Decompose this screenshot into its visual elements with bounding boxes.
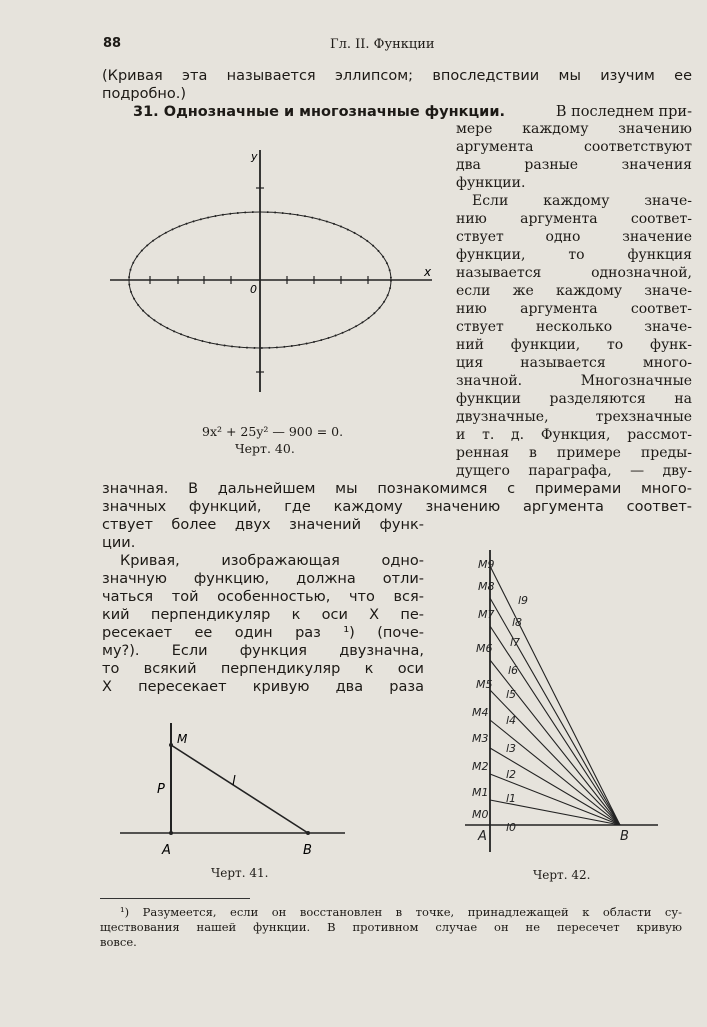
- text-line: ренная в примере преды-: [456, 445, 692, 461]
- figure-40-equation: 9x² + 25y² — 900 = 0.: [202, 424, 344, 439]
- text-line: нию аргумента соответ-: [456, 211, 692, 227]
- figure-41: [110, 715, 350, 865]
- label-B: B: [620, 829, 629, 844]
- line-l: [171, 745, 308, 833]
- text-line: кий перпендикуляр к оси X пе-: [102, 607, 424, 623]
- text-line: (Кривая эта называется эллипсом; впоследствии мы изучим ее: [102, 68, 692, 84]
- line-l0: l0: [506, 821, 517, 834]
- label-A: A: [162, 843, 171, 858]
- footnote-line: ¹) Разумеется, если он восстановлен в точке, принадлежащей к области су-: [120, 905, 682, 919]
- text-line: ции.: [102, 535, 136, 551]
- text-line: функции разделяются на: [456, 391, 692, 407]
- text-line: подробно.): [102, 86, 187, 102]
- point-M9: M9: [478, 558, 495, 571]
- line-l1: l1: [506, 792, 517, 805]
- text-line: чаться той особенностью, что вся-: [102, 589, 424, 605]
- line-l4: l4: [506, 714, 517, 727]
- footnote-line: ществования нашей функции. В противном случае он не пересечет кривую: [100, 920, 682, 934]
- text-line: значных функций, где каждому значению аргумента соответ-: [102, 499, 692, 515]
- line-l3: l3: [506, 742, 517, 755]
- text-line: двузначные, трехзначные: [456, 409, 692, 425]
- line-l6: l6: [508, 664, 519, 677]
- text-line: ствует несколько значе-: [456, 319, 692, 335]
- point-M1: M1: [472, 786, 489, 799]
- text-line: два разные значения: [456, 157, 692, 173]
- text-line: если же каждому значе-: [456, 283, 692, 299]
- text-line: мере каждому значению: [456, 121, 692, 137]
- text-line: и т. д. Функция, рассмот-: [456, 427, 692, 443]
- text-line: ний функции, то функ-: [456, 337, 692, 353]
- point-M6: M6: [476, 642, 493, 655]
- section-number: 31.: [133, 104, 159, 120]
- text-line: функции, то функция: [456, 247, 692, 263]
- line-l8: l8: [512, 616, 523, 629]
- text-line: аргумента соответствуют: [456, 139, 692, 155]
- section-heading: [133, 103, 692, 121]
- label-A: A: [478, 829, 487, 844]
- text-line: то всякий перпендикуляр к оси: [102, 661, 424, 677]
- text-line: функции.: [456, 175, 526, 191]
- chapter-header: Гл. II. Функции: [330, 37, 435, 52]
- text-line: нию аргумента соответ-: [456, 301, 692, 317]
- figure-42-caption: Черт. 42.: [533, 868, 591, 882]
- text-line: значная. В дальнейшем мы познакомимся с примерами много-: [102, 481, 692, 497]
- line-l5: l5: [506, 688, 517, 701]
- label-B: B: [303, 843, 312, 858]
- figure-41-caption: Черт. 41.: [211, 866, 269, 880]
- text-line: Если каждому значе-: [472, 193, 692, 209]
- label-P: P: [157, 782, 165, 797]
- footnote-line: вовсе.: [100, 935, 137, 949]
- figure-42: [460, 540, 660, 860]
- point-M2: M2: [472, 760, 489, 773]
- label-l: l: [232, 774, 236, 789]
- label-M: M: [177, 732, 188, 746]
- line-l7: l7: [510, 636, 521, 649]
- x-axis-label: x: [424, 265, 432, 279]
- point-M8: M8: [478, 580, 495, 593]
- line-l2: l2: [506, 768, 517, 781]
- text-line: дущего параграфа, — дву-: [456, 463, 692, 479]
- text-line: му?). Если функция двузначна,: [102, 643, 424, 659]
- text-line: значную функцию, должна отли-: [102, 571, 424, 587]
- point-M5: M5: [476, 678, 493, 691]
- text-line: ресекает ее один раз ¹) (поче-: [102, 625, 424, 641]
- text-line: ствует более двух значений функ-: [102, 517, 424, 533]
- figure-40-caption: Черт. 40.: [235, 441, 295, 456]
- section-title: Однозначные и многозначные функции.: [163, 104, 506, 120]
- point-M3: M3: [472, 732, 489, 745]
- text-line: Кривая, изображающая одно-: [120, 553, 424, 569]
- point-M4: M4: [472, 706, 489, 719]
- figure-40-ellipse: [100, 140, 445, 420]
- line-l9: l9: [518, 594, 529, 607]
- text-line: называется однозначной,: [456, 265, 692, 281]
- text-line: X пересекает кривую два раза: [102, 679, 424, 695]
- text-line: ция называется много-: [456, 355, 692, 371]
- page-number: 88: [103, 36, 122, 51]
- point-M0: M0: [472, 808, 489, 821]
- section-text: В последнем при-: [555, 104, 692, 120]
- point-M7: M7: [478, 608, 495, 621]
- footnote-rule: [100, 898, 250, 899]
- origin-label: 0: [250, 283, 257, 296]
- text-line: ствует одно значение: [456, 229, 692, 245]
- text-line: значной. Многозначные: [456, 373, 692, 389]
- y-axis-label: y: [251, 150, 258, 163]
